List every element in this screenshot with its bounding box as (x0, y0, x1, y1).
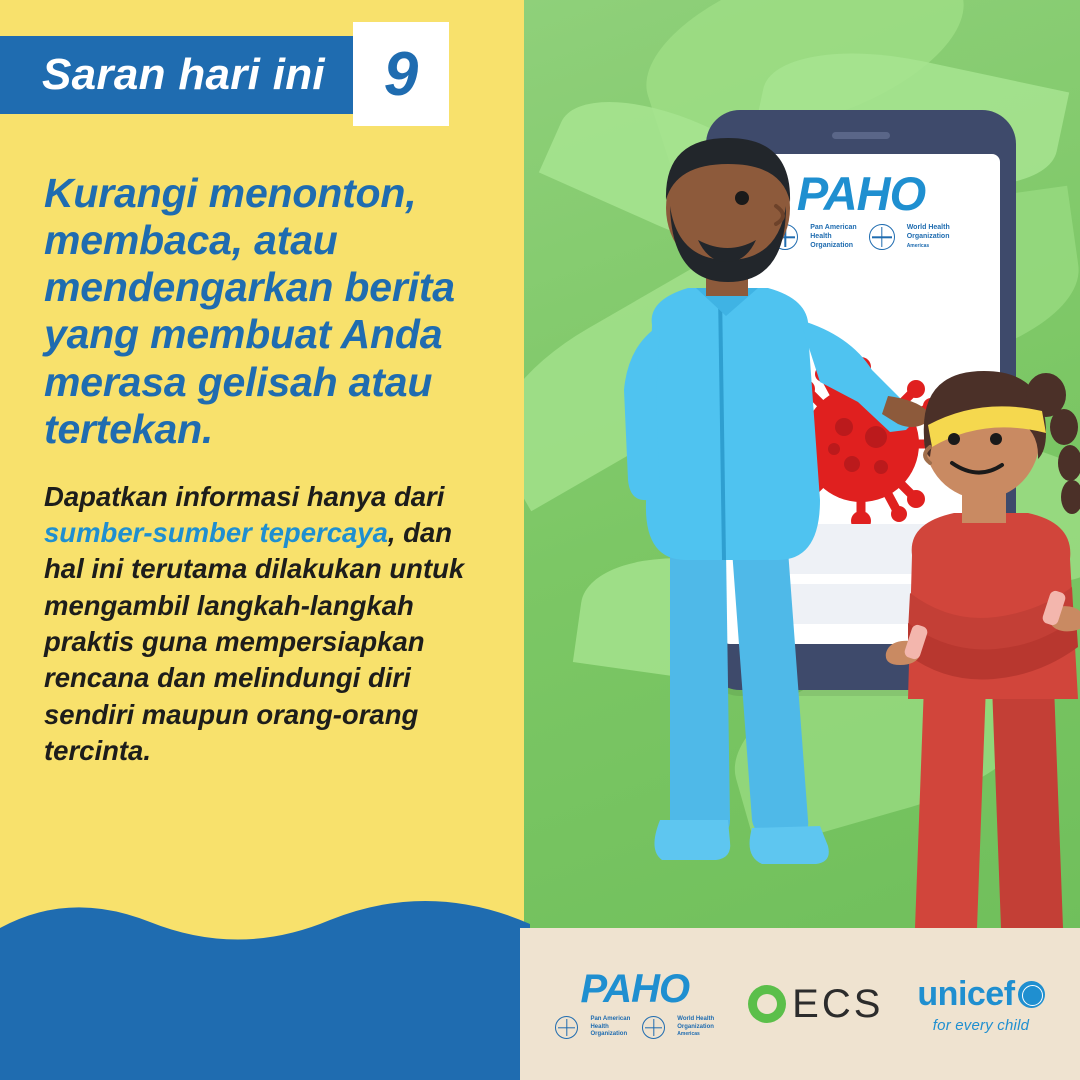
unicef-wordmark (917, 975, 1044, 1014)
body-part-2: , dan hal ini terutama dilakukan untuk mengambil langkah-langkah praktis guna mempersiapkan rencana dan melindungi diri sendiri maupun orang-orang tercinta. (44, 517, 465, 766)
tip-header (0, 36, 449, 114)
body-part-1: Dapatkan informasi hanya dari (44, 480, 445, 512)
paho-emblem-icon-footer (555, 1016, 578, 1039)
unicef-tagline: for every child (932, 1016, 1030, 1034)
ecs-mark-icon (748, 985, 786, 1023)
unicef-globe-icon (1018, 981, 1045, 1008)
body-highlight: sumber-sumber tepercaya (44, 517, 388, 549)
unicef-logo (917, 975, 1044, 1034)
who-org-text: World Health Organization Americas (906, 224, 950, 249)
paho-org-text-footer: Pan American Health Organization (590, 1016, 631, 1038)
unicef-label: unicef (917, 974, 1015, 1013)
tip-header-label: Saran hari ini (0, 36, 353, 114)
paho-wordmark: PAHO (796, 167, 926, 220)
jungle-background (520, 0, 1080, 1080)
ecs-logo (748, 982, 883, 1027)
who-org-text-footer: World Health Organization Americas (677, 1016, 715, 1038)
headline-text: Kurangi menonton, membaca, atau mendengarkan berita yang membuat Anda merasa gelisah atau tertekan. (44, 170, 455, 452)
woman-illustration (850, 355, 1080, 975)
paho-logo-footer (555, 969, 714, 1039)
ecs-label: ECS (792, 981, 884, 1026)
blue-wave-decoration (0, 880, 530, 1080)
copy-block (44, 170, 514, 769)
paho-wordmark-footer: PAHO (580, 967, 690, 1011)
footer-logo-bar (520, 928, 1080, 1080)
body-text (44, 479, 484, 769)
who-emblem-icon-footer (642, 1016, 665, 1039)
tip-number-badge: 9 (353, 22, 449, 126)
paho-org-text: Pan American Health Organization (810, 224, 857, 249)
